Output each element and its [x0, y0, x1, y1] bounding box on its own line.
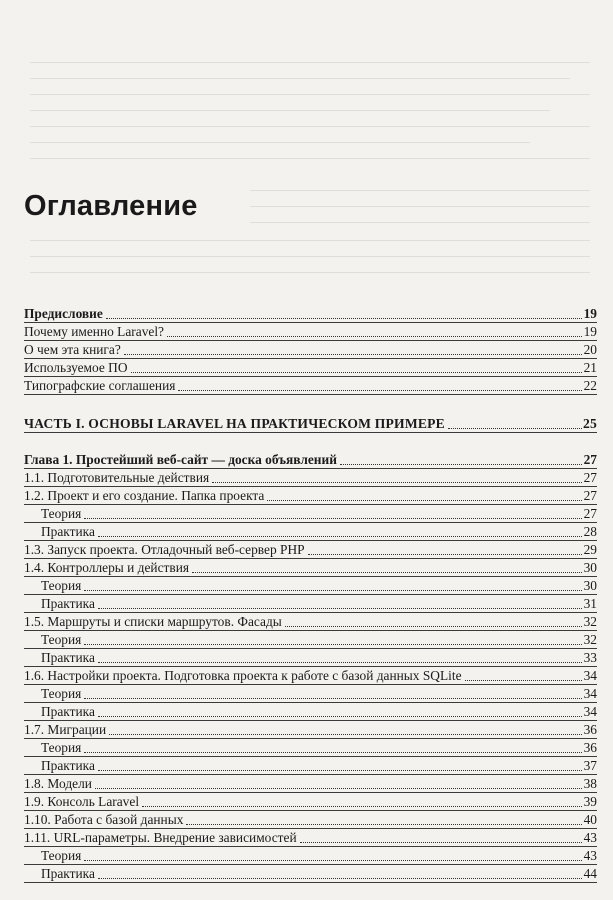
toc-entry-title: 1.2. Проект и его создание. Папка проекта [24, 488, 265, 503]
toc-entry-title: Предисловие [24, 306, 103, 321]
toc-leader-dots [448, 428, 582, 429]
toc-entry [24, 377, 597, 395]
toc-entry [24, 341, 597, 359]
toc-leader-dots [308, 554, 582, 555]
toc-entry-page: 31 [583, 596, 597, 611]
toc-leader-dots [340, 464, 582, 465]
toc-leader-dots [98, 536, 582, 537]
toc-leader-dots [84, 752, 582, 753]
toc-entry-page: 38 [583, 776, 597, 791]
toc-entry-title: 1.7. Миграции [24, 722, 107, 737]
toc-leader-dots [167, 336, 582, 337]
toc-entry-page: 27 [583, 470, 597, 485]
toc-entry [24, 775, 597, 793]
toc-entry [24, 305, 597, 323]
toc-entry [24, 667, 597, 685]
toc-entry [24, 469, 597, 487]
toc-entry [24, 359, 597, 377]
toc-entry [24, 487, 597, 505]
toc-leader-dots [131, 372, 582, 373]
toc-entry-title: 1.8. Модели [24, 776, 92, 791]
toc-entry-page: 39 [583, 794, 597, 809]
toc-entry-page: 27 [583, 452, 597, 467]
toc-entry [24, 865, 597, 883]
toc-entry [24, 739, 597, 757]
toc-leader-dots [98, 878, 582, 879]
toc-entry [24, 649, 597, 667]
toc-entry-title: Теория [41, 740, 82, 755]
toc-leader-dots [142, 806, 582, 807]
toc-entry-title: Используемое ПО [24, 360, 128, 375]
toc-entry-page: 28 [583, 524, 597, 539]
toc-entry [24, 613, 597, 631]
toc-entry-title: Типографские соглашения [24, 378, 176, 393]
toc-entry [24, 847, 597, 865]
toc-entry-title: Почему именно Laravel? [24, 324, 164, 339]
toc-entry [24, 577, 597, 595]
toc-entry-title: Теория [41, 686, 82, 701]
toc-entry-page: 21 [583, 360, 597, 375]
toc-leader-dots [285, 626, 582, 627]
toc-entry-page: 30 [583, 578, 597, 593]
toc-entry [24, 703, 597, 721]
toc-entry-title: 1.9. Консоль Laravel [24, 794, 140, 809]
toc-entry [24, 721, 597, 739]
toc-leader-dots [192, 572, 582, 573]
toc-entry-title: Практика [41, 524, 95, 539]
toc-leader-dots [84, 590, 582, 591]
toc-entry-page: 37 [583, 758, 597, 773]
toc-entry-page: 34 [583, 686, 597, 701]
toc-entry-title: 1.11. URL-параметры. Внедрение зависимостей [24, 830, 297, 845]
toc-entry-title: Теория [41, 632, 82, 647]
toc-entry-title: 1.6. Настройки проекта. Подготовка проекта к работе с базой данных SQLite [24, 668, 462, 683]
toc-leader-dots [124, 354, 582, 355]
toc-entry-title: 1.3. Запуск проекта. Отладочный веб-сервер PHP [24, 542, 305, 557]
toc-entry [24, 323, 597, 341]
toc-entry-page: 27 [583, 506, 597, 521]
toc-entry [24, 505, 597, 523]
toc-entry [24, 811, 597, 829]
toc-leader-dots [186, 824, 582, 825]
toc-leader-dots [84, 698, 582, 699]
toc-leader-dots [98, 716, 582, 717]
toc-entry [24, 523, 597, 541]
toc-entry-title: О чем эта книга? [24, 342, 121, 357]
toc-leader-dots [98, 608, 582, 609]
toc-leader-dots [106, 318, 582, 319]
toc-leader-dots [267, 500, 582, 501]
toc-entry [24, 757, 597, 775]
toc-entry-page: 36 [583, 740, 597, 755]
toc-entry-page: 43 [583, 848, 597, 863]
toc-entry-page: 20 [583, 342, 597, 357]
toc-entry [24, 685, 597, 703]
toc-entry-page: 43 [583, 830, 597, 845]
toc-entry-title: 1.5. Маршруты и списки маршрутов. Фасады [24, 614, 282, 629]
toc-entry-title: Практика [41, 758, 95, 773]
toc-entry-page: 40 [583, 812, 597, 827]
toc-leader-dots [84, 860, 582, 861]
toc-entry-page: 34 [583, 704, 597, 719]
toc-entry-title: 1.4. Контроллеры и действия [24, 560, 190, 575]
toc-leader-dots [178, 390, 582, 391]
toc-entry-page: 22 [583, 378, 597, 393]
toc-entry-page: 19 [583, 324, 597, 339]
toc-entry [24, 415, 597, 433]
toc-entry-page: 44 [583, 866, 597, 881]
toc-entry-title: Глава 1. Простейший веб-сайт — доска объявлений [24, 452, 337, 467]
toc-entry-title: Практика [41, 704, 95, 719]
toc-entry-page: 32 [583, 632, 597, 647]
toc-leader-dots [300, 842, 582, 843]
toc-entry-page: 29 [583, 542, 597, 557]
toc-entry [24, 541, 597, 559]
toc-entry-title: Практика [41, 866, 95, 881]
toc-entry [24, 559, 597, 577]
toc-entry [24, 793, 597, 811]
toc-entry [24, 829, 597, 847]
toc-leader-dots [98, 770, 582, 771]
toc-leader-dots [109, 734, 582, 735]
toc-entry-title: ЧАСТЬ I. ОСНОВЫ LARAVEL НА ПРАКТИЧЕСКОМ ПРИМЕРЕ [24, 416, 445, 431]
toc-entry-page: 19 [583, 306, 597, 321]
toc-leader-dots [95, 788, 582, 789]
toc-entry-title: Практика [41, 650, 95, 665]
toc-entry [24, 595, 597, 613]
toc-entry [24, 631, 597, 649]
toc-leader-dots [84, 644, 582, 645]
toc-entry-page: 36 [583, 722, 597, 737]
toc-entry-title: 1.10. Работа с базой данных [24, 812, 184, 827]
toc-entry-page: 27 [583, 488, 597, 503]
toc-entry-page: 32 [583, 614, 597, 629]
toc-entry-title: Теория [41, 506, 82, 521]
toc-leader-dots [98, 662, 582, 663]
toc-leader-dots [212, 482, 582, 483]
toc-leader-dots [84, 518, 582, 519]
toc-entry-page: 33 [583, 650, 597, 665]
bleed-through-text [0, 0, 613, 290]
toc-leader-dots [465, 680, 582, 681]
toc-entry-page: 25 [583, 416, 597, 431]
toc-entry-title: 1.1. Подготовительные действия [24, 470, 210, 485]
toc-entry-page: 30 [583, 560, 597, 575]
toc-entry-title: Практика [41, 596, 95, 611]
toc-entry-title: Теория [41, 578, 82, 593]
toc-entry-page: 34 [583, 668, 597, 683]
toc-entry-title: Теория [41, 848, 82, 863]
page-title: Оглавление [24, 190, 198, 222]
toc-entry [24, 451, 597, 469]
